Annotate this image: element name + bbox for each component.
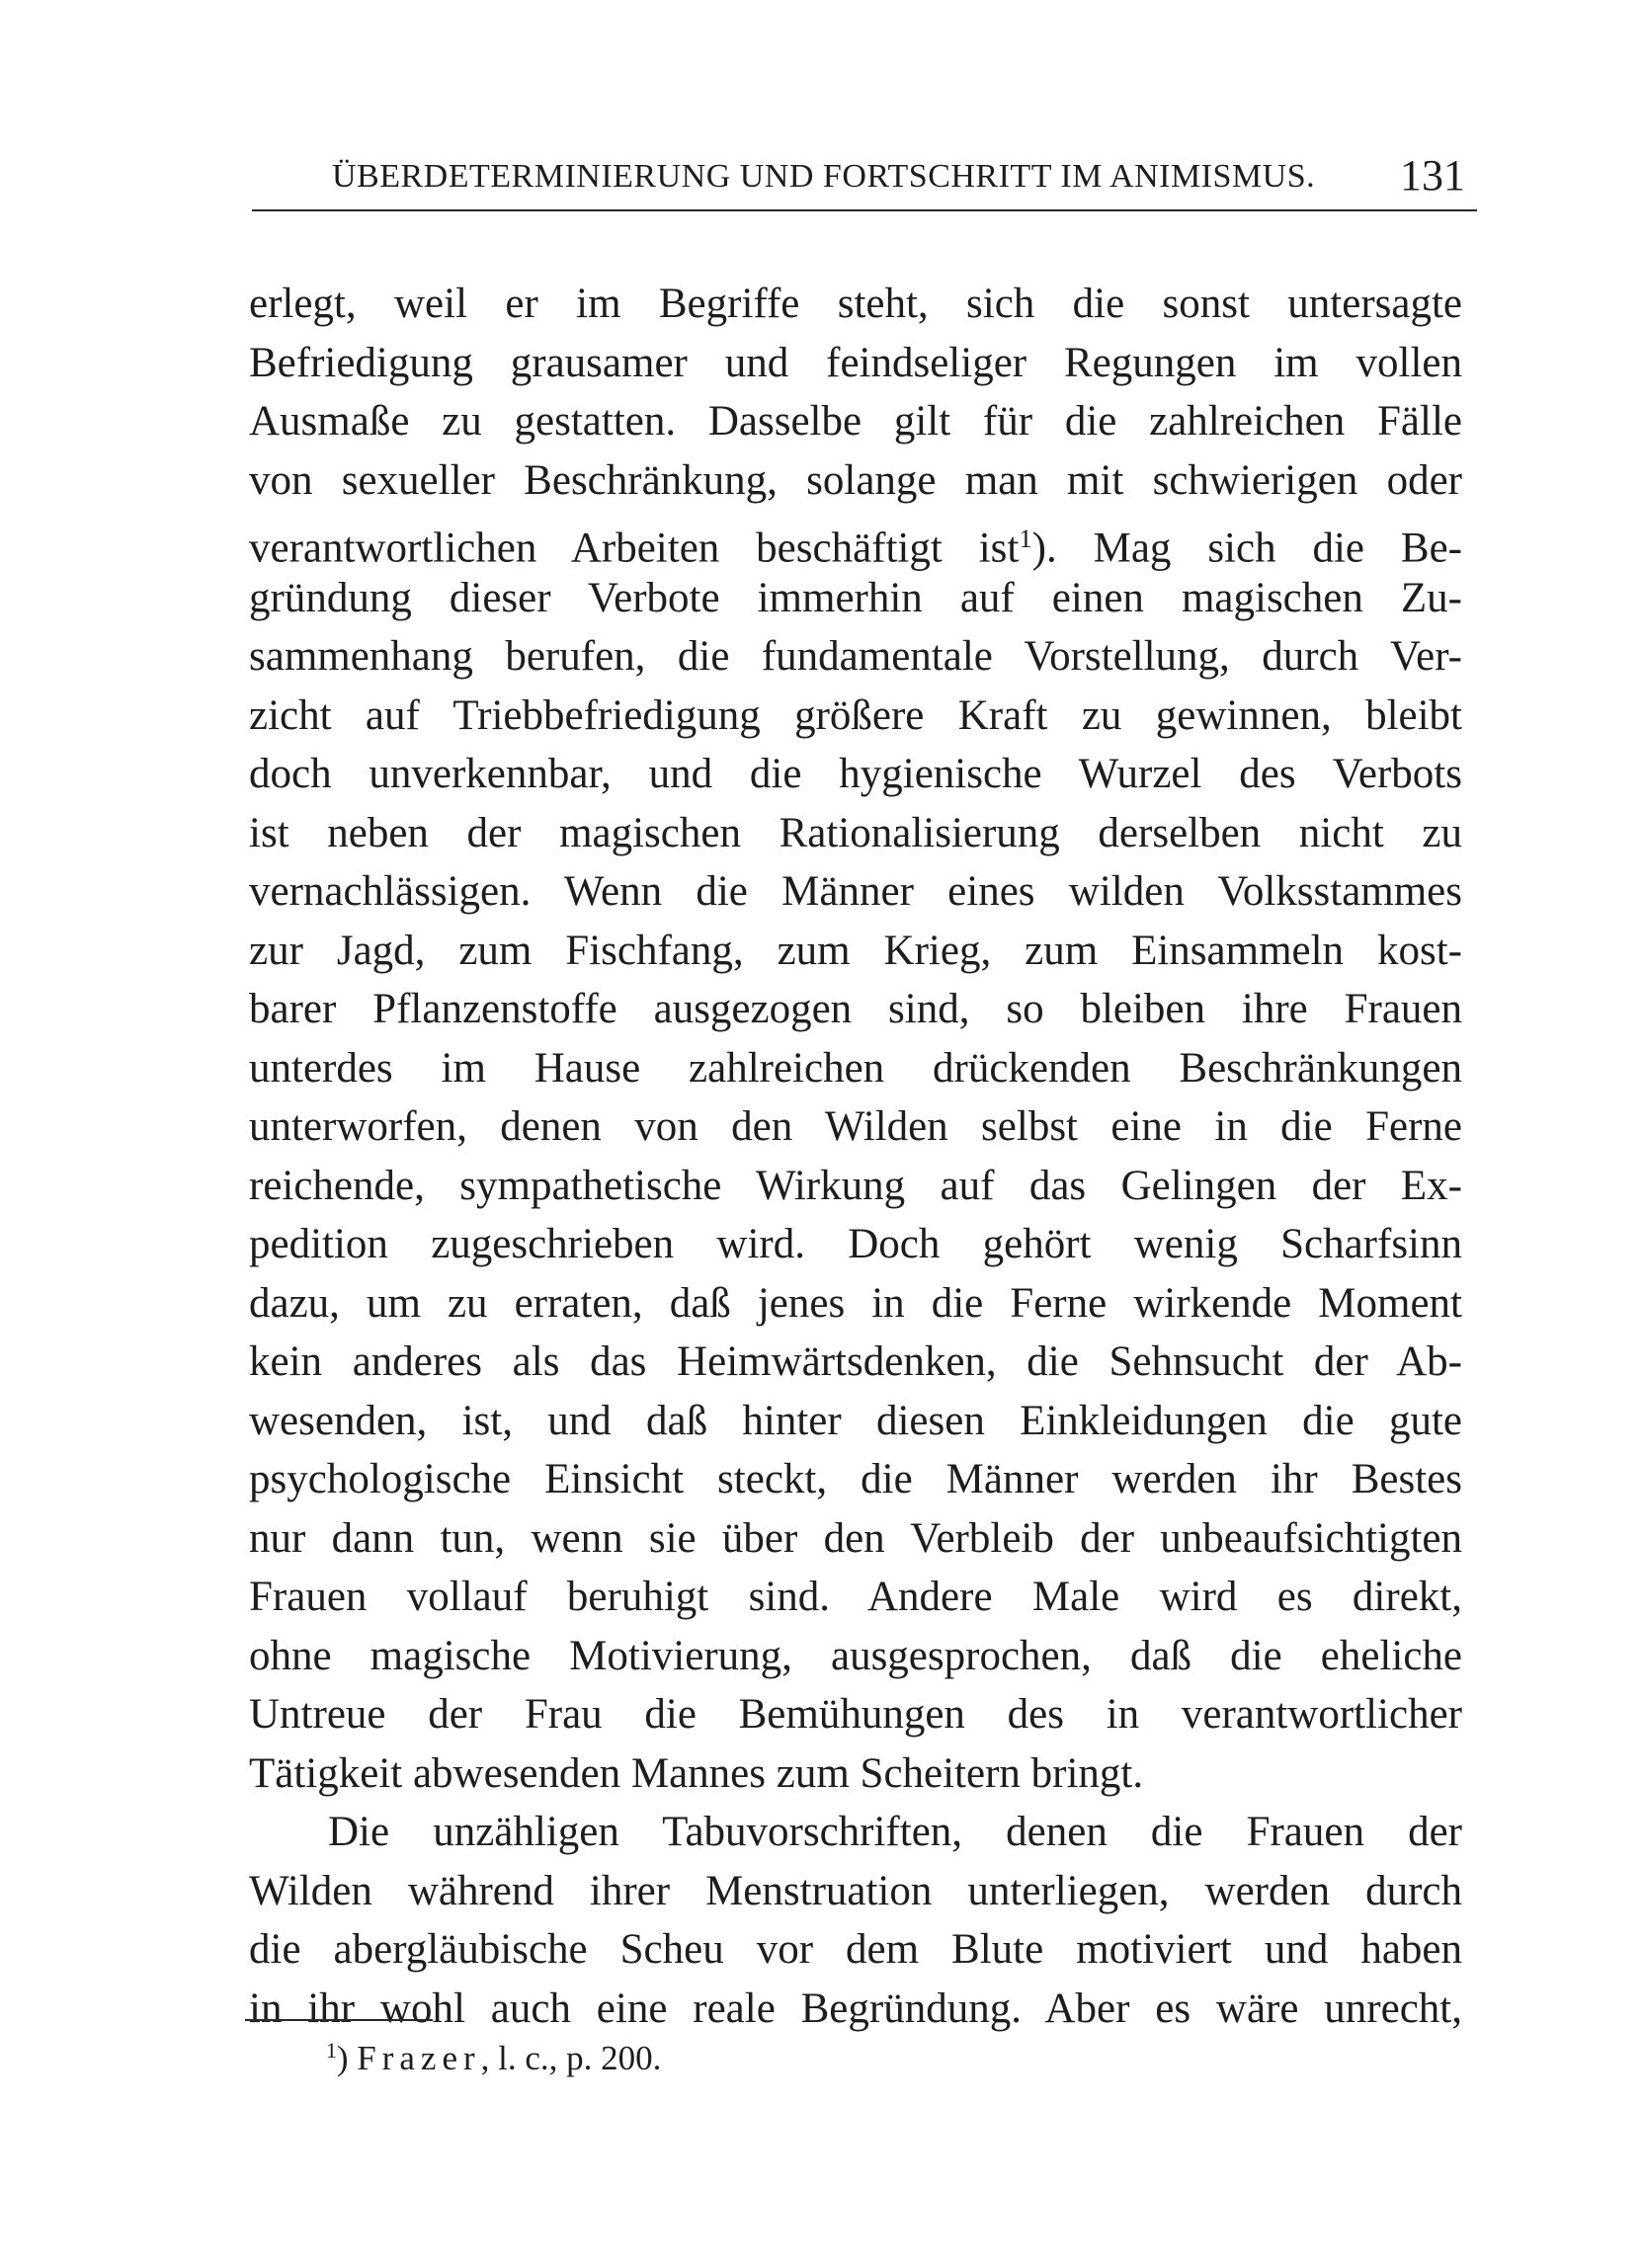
text-line: vernachlässigen. Wenn die Männer eines wilden Volksstammes — [249, 868, 1462, 915]
text-line: gründung dieser Verbote immerhin auf einen magischen Zu- — [249, 574, 1462, 621]
text-line: unterworfen, denen von den Wilden selbst eine in die Ferne — [249, 1103, 1462, 1150]
text-line: von sexueller Beschränkung, solange man mit schwierigen oder — [249, 456, 1462, 504]
paragraph-1 — [249, 275, 1462, 1803]
text-line: unterdes im Hause zahlreichen drückenden Beschränkungen — [249, 1044, 1462, 1092]
text-line-tail: ). Mag sich die Be- — [1031, 525, 1462, 572]
text-line: ist neben der magischen Rationalisierung derselben nicht zu — [249, 809, 1462, 856]
text-line-head: verantwortlichen Arbeiten beschäftigt ist — [249, 525, 1020, 572]
paragraph-2 — [249, 1803, 1462, 2038]
text-line: Wilden während ihrer Menstruation unterliegen, werden durch — [249, 1867, 1462, 1914]
text-line: barer Pflanzenstoffe ausgezogen sind, so bleiben ihre Frauen — [249, 986, 1462, 1032]
text-line: Befriedigung grausamer und feindseliger Regungen im vollen — [249, 339, 1462, 386]
text-line: sammenhang berufen, die fundamentale Vorstellung, durch Ver- — [249, 633, 1462, 680]
text-line: doch unverkennbar, und die hygienische Wurzel des Verbots — [249, 751, 1462, 797]
footnote-author: Frazer — [357, 2039, 481, 2077]
text-line: pedition zugeschrieben wird. Doch gehört wenig Scharfsinn — [249, 1221, 1462, 1267]
text-line-with-footnote-ref — [249, 510, 1462, 572]
text-line: Die unzähligen Tabuvorschriften, denen die Frauen der — [328, 1809, 1462, 1855]
text-line: die abergläubische Scheu vor dem Blute motiviert und haben — [249, 1926, 1462, 1973]
page-number: 131 — [1400, 151, 1465, 200]
text-line: zur Jagd, zum Fischfang, zum Krieg, zum Einsammeln kost- — [249, 927, 1462, 974]
footnote-marker-paren: ) — [336, 2039, 358, 2077]
text-line: Frauen vollauf beruhigt sind. Andere Male wird es direkt, — [249, 1574, 1462, 1620]
text-line: erlegt, weil er im Begriffe steht, sich die sonst untersagte — [249, 281, 1462, 327]
text-line: ohne magische Motivierung, ausgesprochen, daß die eheliche — [249, 1632, 1462, 1679]
text-line: wesenden, ist, und daß hinter diesen Einkleidungen die gute — [249, 1397, 1462, 1444]
text-line: Ausmaße zu gestatten. Dasselbe gilt für die zahlreichen Fälle — [249, 398, 1462, 445]
footnote-marker: 1 — [326, 2039, 337, 2064]
header-divider — [252, 209, 1477, 211]
text-line: kein anderes als das Heimwärtsdenken, die Sehnsucht der Ab- — [249, 1338, 1462, 1385]
text-line: dazu, um zu erraten, daß jenes in die Ferne wirkende Moment — [249, 1279, 1462, 1327]
text-line: Tätigkeit abwesenden Mannes zum Scheitern bringt. — [249, 1749, 1144, 1797]
text-line: psychologische Einsicht steckt, die Männer werden ihr Bestes — [249, 1456, 1462, 1502]
footnote-divider — [245, 2019, 433, 2021]
text-line: Untreue der Frau die Bemühungen des in verantwortlicher — [249, 1691, 1462, 1738]
text-line: in ihr wohl auch eine reale Begründung. Aber es wäre unrecht, — [249, 1984, 1462, 2032]
text-line: reichende, sympathetische Wirkung auf das Gelingen der Ex- — [249, 1162, 1462, 1209]
text-line: zicht auf Triebbefriedigung größere Kraft zu gewinnen, bleibt — [249, 691, 1462, 739]
body-text — [249, 275, 1462, 2038]
text-line: nur dann tun, wenn sie über den Verbleib der unbeaufsichtigten — [249, 1514, 1462, 1562]
footnote — [326, 2039, 661, 2078]
running-title: ÜBERDETERMINIERUNG UND FORTSCHRITT IM ANIMISMUS. — [332, 158, 1316, 195]
footnote-citation: , l. c., p. 200. — [480, 2039, 662, 2077]
running-header — [252, 148, 1477, 207]
footnote-reference: 1 — [1019, 524, 1032, 553]
